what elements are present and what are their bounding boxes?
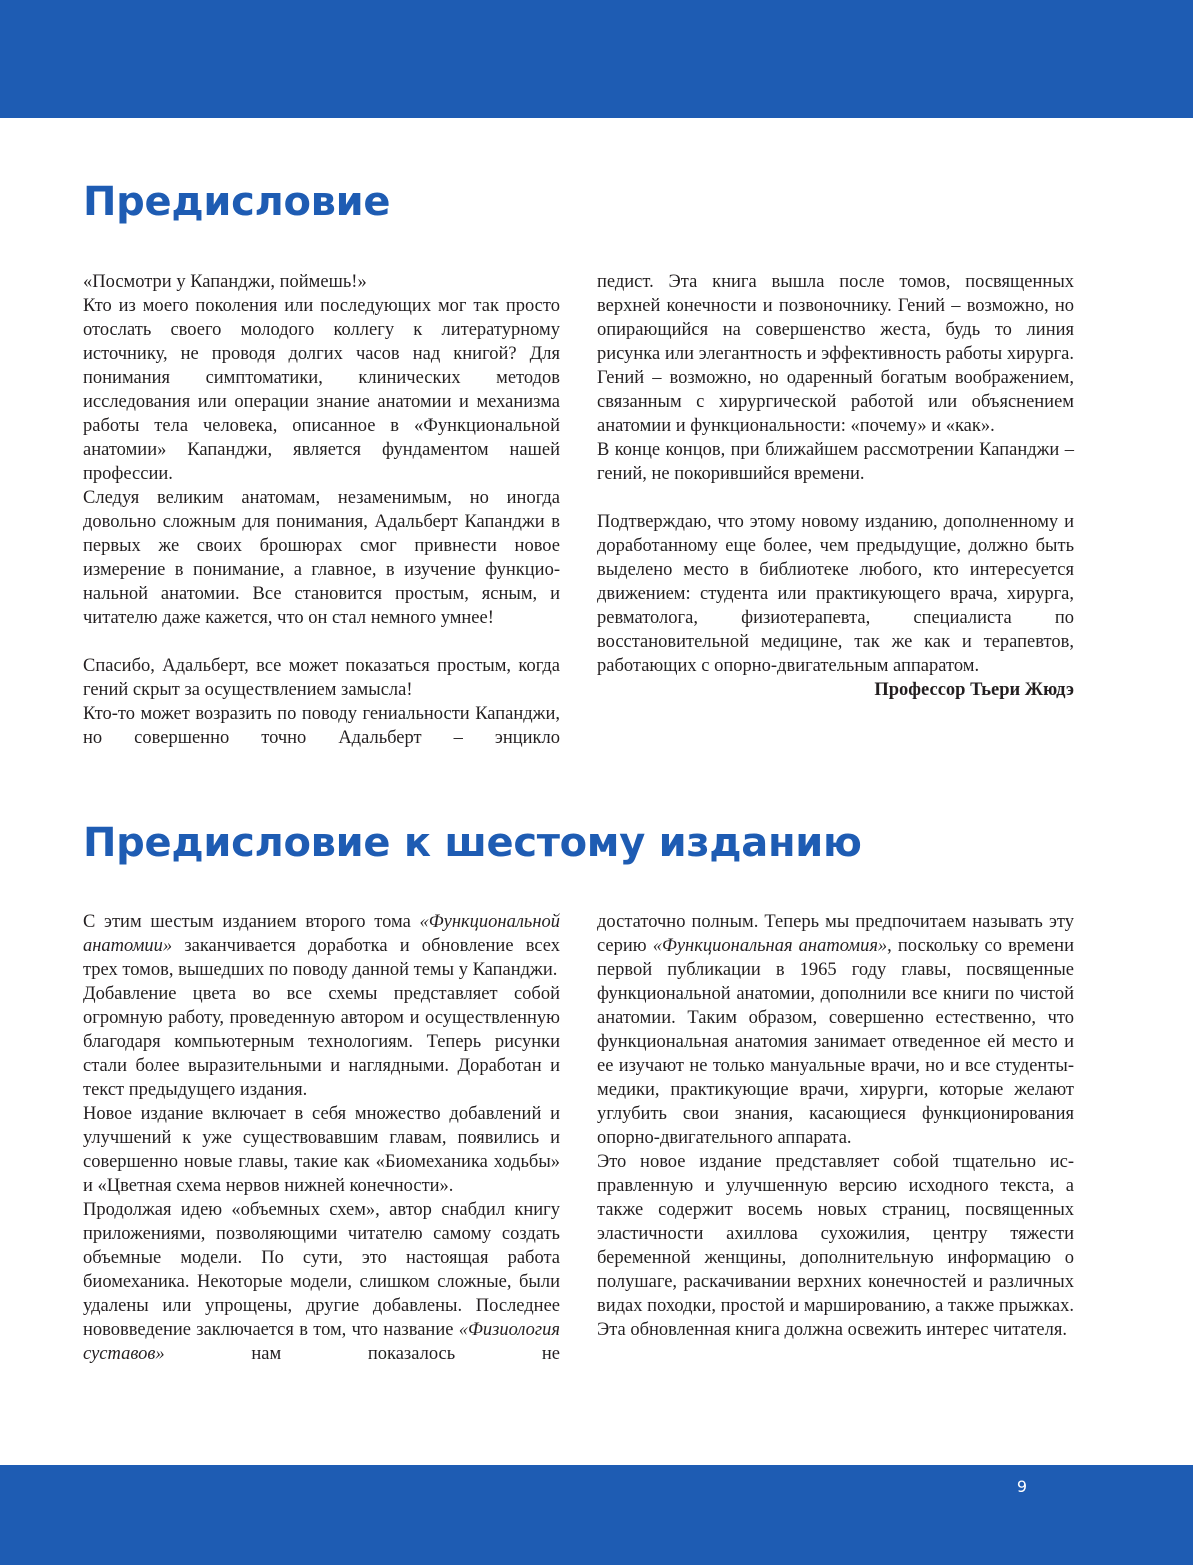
paragraph: «Посмотри у Капанджи, поймешь!» (83, 272, 367, 292)
paragraph: Следуя великим анатомам, незаменимым, но иногда довольно сложным для понимания, Адальберт Капанджи в первых же своих брошюрах смог привнести новое измерение в понимание, а главное, в изучение функциональной анатомии. Все становится простым, ясным, и читателю даже кажется, что он стал немного умнее! (83, 488, 560, 628)
preface-left-column (83, 270, 560, 750)
page-number: 9 (1016, 1477, 1027, 1496)
section-title-sixth-edition: Предисловие к шестому изданию (83, 820, 862, 866)
paragraph (83, 910, 560, 982)
text-run: , поскольку со времени первой публикации в 1965 году главы, посвященные функциональной анатомии, дополнили все книги по чистой анатомии. Таким образом, совершенно естественно, что функциональная анатомия занимает отведенное ей место и ее изучают не только мануальные врачи, но и все студенты-медики, практикующие врачи, хирурги, которые желают углубить свои знания, касающиеся функционирования опорно-двигательного аппарата. (597, 936, 1074, 1148)
sixth-edition-left-column (83, 910, 560, 1366)
text-run: Продолжая идею «объемных схем», автор снабдил книгу приложениями, позволяющими читателю самому создать объемные модели. По сути, это настоящая работа биомеханика. Некоторые модели, слишком сложные, были удалены или упрощены, другие добавлены. Последнее нововведение заключается в том, что название (83, 1200, 560, 1340)
paragraph (83, 1198, 560, 1366)
bottom-color-band (0, 1465, 1193, 1565)
book-title: «Функциональная анатомия» (652, 936, 888, 956)
top-color-band (0, 0, 1193, 118)
preface-right-column (597, 270, 1074, 702)
paragraph: Кто из моего поколения или последующих мог так просто отослать своего молодого коллегу к литературному источнику, не проводя долгих часов над книгой? Для понимания симптоматики, клинических методов исследования или операции знание анатомии и механизма работы тела человека, описанное в «Функциональной анатомии» Капанджи, является фундаментом нашей профессии. (83, 296, 560, 484)
paragraph: Спасибо, Адальберт, все может показаться простым, когда гений скрыт за осуществлением замысла! (83, 656, 560, 700)
paragraph: Подтверждаю, что этому новому изданию, дополненному и доработанному еще более, чем предыдущие, должно быть выделено место в библиотеке любого, кто интересуется движением: студента или практикующего врача, хирурга, ревматолога, физиотерапевта, специалиста по восстановительной медицине, так же как и терапевтов, работающих с опорно-двигательным аппаратом. (597, 512, 1074, 676)
paragraph (597, 910, 1074, 1150)
paragraph: Добавление цвета во все схемы представляет собой огромную работу, проведенную автором и осуществленную благодаря компьютерным технологиям. Теперь рисунки стали более выразительными и наглядными. Доработан и текст предыдущего издания. (83, 984, 560, 1100)
section-title-preface: Предисловие (83, 179, 391, 225)
book-title: «Физиология суставов» (83, 1320, 560, 1364)
paragraph: педист. Эта книга вышла после томов, посвященных верхней конечности и позвоночнику. Гений – возможно, но опирающийся на совершенство жеста, будь то линия рисунка или элегантность и эффективность работы хирурга. Гений – возможно, но одаренный богатым воображением, связанным с хирургической работой или объяснением анатомии и функциональности: «почему» и «как». (597, 272, 1074, 436)
author-signature: Профессор Тьери Жюдэ (874, 680, 1074, 700)
text-run: заканчивается доработка и обновление всех трех томов, вышедших по поводу данной темы у Капанджи. (83, 936, 560, 980)
paragraph: Кто-то может возразить по поводу гениальности Капанджи, но совершенно точно Адальберт – энцикло (83, 704, 560, 748)
text-run: нам показалось не (164, 1344, 560, 1364)
paragraph: Это новое издание представляет собой тщательно исправленную и улучшенную версию исходного текста, а также содержит восемь новых страниц, посвященных эластичности ахиллова сухожилия, центру тяжести беременной женщины, дополнительную информацию о полушаге, раскачивании верхних конечностей и различных видах походки, простой и маршированию, а также прыжках. Эта обновленная книга должна освежить интерес читателя. (597, 1152, 1074, 1340)
paragraph: В конце концов, при ближайшем рассмотрении Капанджи – гений, не покорившийся времени. (597, 440, 1074, 484)
sixth-edition-right-column (597, 910, 1074, 1342)
text-run: С этим шестым изданием второго тома (83, 912, 420, 932)
text-run: достаточно полным. Теперь мы предпочитаем называть эту серию (597, 912, 1074, 956)
paragraph: Новое издание включает в себя множество добавлений и улучшений к уже существовавшим главам, появились и совершенно новые главы, такие как «Биомеханика ходьбы» и «Цветная схема нервов нижней конечности». (83, 1104, 560, 1196)
book-title: «Функциональной анатомии» (83, 912, 560, 956)
